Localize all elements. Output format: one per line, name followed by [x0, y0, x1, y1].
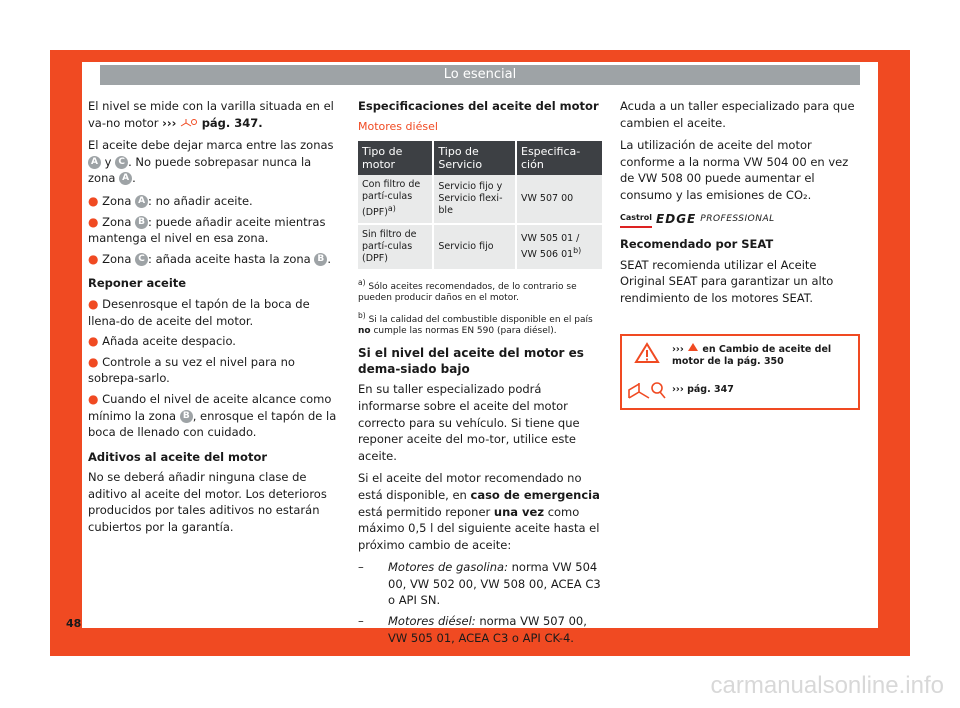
zone-b-item: ● Zona B : puede añadir aceite mientras mantenga el nivel en esa zona. — [88, 214, 326, 246]
zone-c-item: ● Zona C : añada aceite hasta la zona B . — [88, 251, 331, 266]
column-3 — [620, 98, 860, 313]
spec-heading: Especificaciones del aceite del motor — [358, 99, 599, 113]
warning-triangle-icon — [634, 342, 660, 364]
list-item: – Motores diésel: norma VW 507 00, VW 505 01, ACEA C3 o API CK-4. — [358, 614, 587, 645]
low-level-p2: Si el aceite del motor recomendado no está disponible, en caso de emergencia está permitido reponer una vez como máximo 0,5 l del siguiente aceite hasta el próximo cambio de aceite: — [358, 471, 600, 552]
book-wrench-icon — [180, 118, 198, 128]
table-header: Tipo de motor — [358, 141, 433, 175]
marks-paragraph: El aceite debe dejar marca entre las zonas A y C . No puede sobrepasar nunca la zona A . — [88, 138, 334, 186]
workshop-paragraph: Acuda a un taller especializado para que cambien el aceite. — [620, 99, 855, 130]
table-cell: Sin filtro de partí-culas (DPF) — [358, 224, 433, 270]
recommended-paragraph: SEAT recomienda utilizar el Aceite Original SEAT para garantizar un alto rendimiento de los motores SEAT. — [620, 257, 834, 305]
warning-reference[interactable]: ››› en Cambio de aceite del motor de la pág. 350 — [622, 342, 848, 368]
book-wrench-icon — [627, 380, 667, 402]
table-cell: Servicio fijo y Servicio flexi-ble — [433, 175, 516, 224]
reponer-heading: Reponer aceite — [88, 276, 187, 291]
list-item: ● Desenrosque el tapón de la boca de llena-do de aceite del motor. — [88, 296, 310, 328]
table-cell: VW 507 00 — [516, 175, 603, 224]
table-cell: VW 505 01 / VW 506 01$^{b)}$ — [516, 224, 603, 270]
castrol-logo: Castrol — [620, 210, 652, 229]
aditivos-heading: Aditivos al aceite del motor — [88, 449, 268, 464]
page-title: Lo esencial — [100, 65, 860, 85]
table-header: Especifica-ción — [516, 141, 603, 175]
list-item: ● Controle a su vez el nivel para no sobrepa-sarlo. — [88, 354, 295, 386]
norm-paragraph: La utilización de aceite del motor conforme a la norma VW 504 00 en vez de VW 508 00 puede aumentar el consumo y las emisiones de CO₂. — [620, 138, 849, 202]
reference-box — [620, 334, 860, 410]
list-item: ● Añada aceite despacio. — [88, 334, 236, 349]
castrol-edge-logo: Castrol EDGE PROFESSIONAL — [620, 210, 860, 229]
zone-a-key: A — [88, 156, 101, 169]
zone-a-item: ● Zona A : no añadir aceite. — [88, 193, 253, 208]
table-row — [358, 175, 603, 224]
low-level-p1: En su taller especializado podrá informarse sobre el aceite del motor correcto para su vehículo. Si tiene que reponer aceite del mo-tor, utilice este aceite. — [358, 382, 580, 463]
table-row — [358, 224, 603, 270]
list-item: – Motores de gasolina: norma VW 504 00, VW 502 00, VW 508 00, ACEA C3 o API SN. — [358, 560, 601, 608]
table-header: Tipo de Servicio — [433, 141, 516, 175]
table-cell: Con filtro de partí-culas (DPF)$^{a)}$ — [358, 175, 433, 224]
table-cell: Servicio fijo — [433, 224, 516, 270]
warning-triangle-small-icon — [687, 342, 699, 352]
low-level-heading: Si el nivel del aceite del motor es dema-siado bajo — [358, 346, 584, 377]
page-number: 48 — [66, 617, 82, 630]
zone-c-key: C — [115, 156, 128, 169]
table-header-row — [358, 141, 603, 175]
spec-table — [358, 141, 604, 271]
watermark: carmanualsonline.info — [710, 672, 944, 699]
footnote-b: $^{b)}$ Si la calidad del combustible disponible en el país no cumple las normas EN 590 (para diésel). — [358, 311, 593, 337]
list-item: ● Cuando el nivel de aceite alcance como mínimo la zona B , enrosque el tapón de la boca de llenado con cuidado. — [88, 391, 337, 440]
intro-paragraph: El nivel se mide con la varilla situada en el va-no motor ››› pág. 347. — [88, 99, 334, 130]
zone-a-key: A — [119, 172, 132, 185]
spec-subtitle: Motores diésel — [358, 119, 438, 133]
footnote-a: $^{a)}$ Sólo aceites recomendados, de lo contrario se pueden producir daños en el motor. — [358, 278, 577, 304]
column-2 — [358, 98, 604, 650]
book-reference[interactable]: ››› pág. 347 — [622, 380, 734, 402]
intro-page-ref[interactable]: pág. 347. — [201, 115, 263, 130]
recommended-heading: Recomendado por SEAT — [620, 237, 774, 252]
aditivos-paragraph: No se deberá añadir ninguna clase de aditivo al aceite del motor. Los deterioros producidos por tales aditivos no estarán cubiertos por la garantía. — [88, 470, 327, 535]
column-1 — [88, 98, 338, 542]
